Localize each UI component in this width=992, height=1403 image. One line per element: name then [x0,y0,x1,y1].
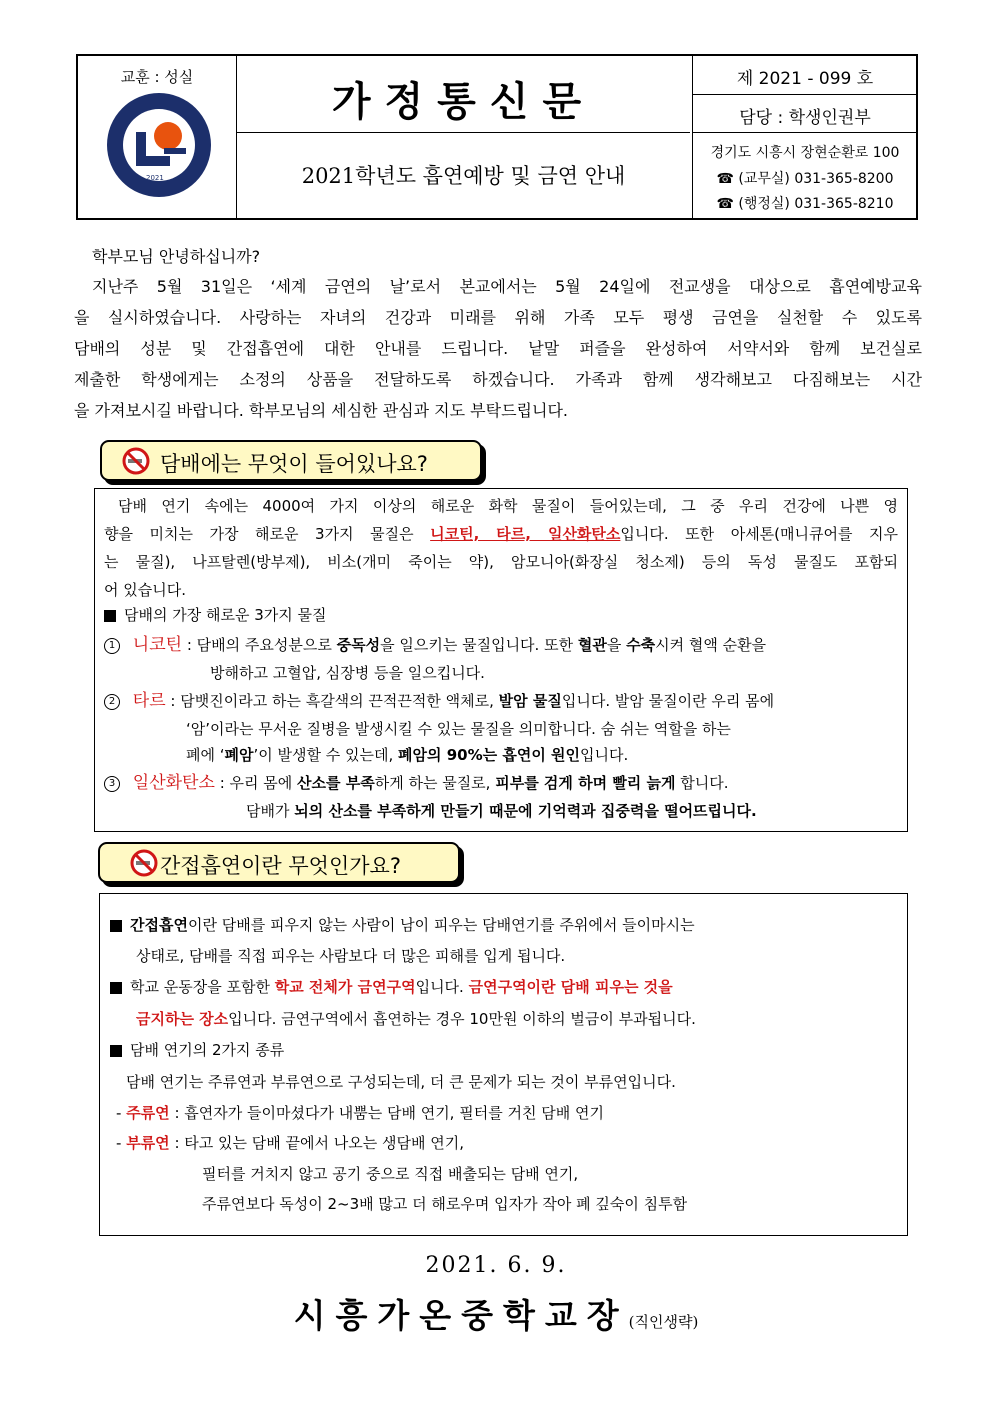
seal-note: (직인생략) [628,1313,699,1331]
letter-date: 2021. 6. 9. [425,1253,567,1278]
intro-line-3: 담배의 성분 및 간접흡연에 대한 안내를 드립니다. 낱말 퍼즐을 완성하여 서약서와 함께 보건실로 [74,339,922,358]
school-motto: 교훈 : 성실 [120,68,194,86]
square-bullet-icon [104,610,116,622]
section-heading-ingredients [100,440,482,481]
item-tar-line-2: ‘암’이라는 무서운 질병을 발생시킬 수 있는 물질을 의미합니다. 숨 쉬는 역할을 하는 [186,720,731,738]
school-emblem [106,92,212,198]
intro-line-4: 제출한 학생에게는 소정의 상품을 전달하도록 하겠습니다. 가족과 함께 생각해보고 다짐해보는 시간 [74,370,922,389]
ingredients-line-3: 는 물질), 나프탈렌(방부제), 비소(개미 죽이는 약), 암모니아(화장실 청소제) 등의 독성 물질도 포함되 [104,553,898,571]
document-title: 가정통신문 [331,78,596,125]
phone-admin: ☎ (행정실) 031-365-8210 [716,196,894,212]
square-bullet-icon [110,1045,122,1057]
emblem-year: 2021 [146,174,164,182]
ingredients-line-2: 향을 미치는 가장 해로운 3가지 물질은 니코틴, 타르, 일산화탄소입니다. 또한 아세톤(매니큐어를 지우 [104,525,898,543]
circled-number-icon: 3 [104,776,120,792]
harmful-list-title: 담배의 가장 해로운 3가지 물질 [104,600,327,631]
item-tar-line-3: 폐에 ‘폐암’이 발생할 수 있는데, 폐암의 90%는 흡연이 원인입니다. [186,746,629,764]
section-heading-secondhand [98,842,460,883]
section-heading-text: 담배에는 무엇이 들어있나요? [160,452,428,476]
mainstream-smoke: - 주류연 : 흡연자가 들이마셨다가 내뿜는 담배 연기, 필터를 거친 담배 연기 [116,1104,604,1122]
phone-teachers: ☎ (교무실) 031-365-8200 [716,171,894,187]
sidestream-line-3: 주류연보다 독성이 2~3배 많고 더 해로우며 입자가 작아 폐 깊숙이 침투함 [202,1195,688,1213]
secondhand-def-line-2: 상태로, 담배를 직접 피우는 사람보다 더 많은 피해를 입게 됩니다. [136,947,566,965]
no-smoking-icon [122,447,150,475]
item-nicotine: 1 니코틴 : 담배의 주요성분으로 중독성을 일으키는 물질입니다. 또한 혈관을 수축시켜 혈액 순환을 [104,630,766,661]
intro-line-1: 지난주 5월 31일은 ‘세계 금연의 날’로서 본교에서는 5월 24일에 전교생을 대상으로 흡연예방교육 [92,277,922,296]
item-tar: 2 타르 : 담뱃진이라고 하는 흑갈색의 끈적끈적한 액체로, 발암 물질입니다. 발암 물질이란 우리 몸에 [104,686,774,717]
no-smoking-zone: 학교 운동장을 포함한 학교 전체가 금연구역입니다. 금연구역이란 담배 피우는 것을 [110,972,673,1003]
secondhand-def: 간접흡연이란 담배를 피우지 않는 사람이 남이 피우는 담배연기를 주위에서 들이마시는 [110,910,695,941]
square-bullet-icon [110,982,122,994]
circled-number-icon: 2 [104,694,120,710]
circled-number-icon: 1 [104,638,120,654]
item-nicotine-line-2: 방해하고 고혈압, 심장병 등을 일으킵니다. [210,664,485,682]
smoke-types-title: 담배 연기의 2가지 종류 [110,1035,284,1066]
item-carbon-monoxide-line-2: 담배가 뇌의 산소를 부족하게 만들기 때문에 기억력과 집중력을 떨어뜨립니다. [246,802,757,820]
intro-line-5: 을 가져보시길 바랍니다. 학부모님의 세심한 관심과 지도 부탁드립니다. [74,401,568,420]
section-heading-text: 간접흡연이란 무엇인가요? [160,854,401,878]
issue-number: 제 2021 - 099 호 [736,69,874,89]
no-smoking-zone-line-2: 금지하는 장소입니다. 금연구역에서 흡연하는 경우 10만원 이하의 벌금이 부과됩니다. [136,1010,696,1028]
no-smoking-icon [130,849,158,877]
greeting: 학부모님 안녕하십니까? [92,247,261,266]
signature-line [0,1290,992,1337]
sidestream-line-2: 필터를 거치지 않고 공기 중으로 직접 배출되는 담배 연기, [202,1165,579,1183]
sidestream-smoke: - 부류연 : 타고 있는 담배 끝에서 나오는 생담배 연기, [116,1134,464,1152]
signer: 시흥가온중학교장 [293,1296,629,1335]
smoke-types-desc: 담배 연기는 주류연과 부류연으로 구성되는데, 더 큰 문제가 되는 것이 부류연입니다. [126,1073,676,1091]
letter-header [76,54,918,220]
square-bullet-icon [110,920,122,932]
school-address: 경기도 시흥시 장현순환로 100 [710,145,900,161]
document-subtitle: 2021학년도 흡연예방 및 금연 안내 [301,164,626,188]
department: 담당 : 학생인권부 [739,108,871,128]
item-carbon-monoxide: 3 일산화탄소 : 우리 몸에 산소를 부족하게 하는 물질로, 피부를 검게 하며 빨리 늙게 합니다. [104,768,729,799]
ingredients-line-4: 어 있습니다. [104,581,186,599]
ingredients-line-1: 담배 연기 속에는 4000여 가지 이상의 해로운 화학 물질이 들어있는데, 그 중 우리 건강에 나쁜 영 [118,497,898,515]
three-harmful-substances: 니코틴, 타르, 일산화탄소 [430,525,621,543]
intro-line-2: 을 실시하였습니다. 사랑하는 자녀의 건강과 미래를 위해 가족 모두 평생 금연을 실천할 수 있도록 [74,308,922,327]
